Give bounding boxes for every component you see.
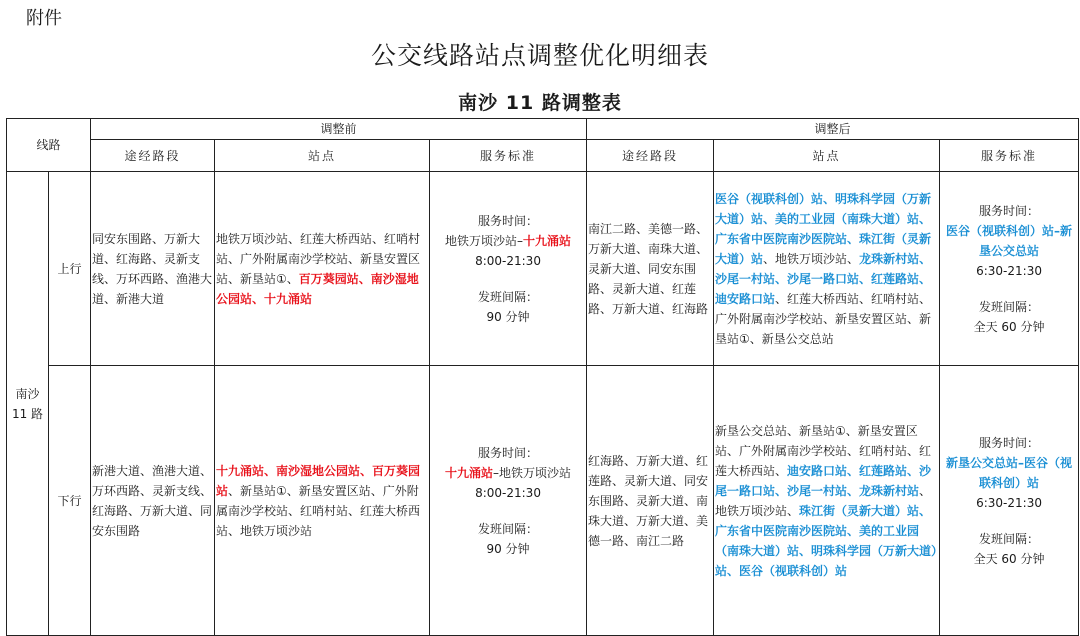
service-time-label: 服务时间： [979, 435, 1040, 450]
attachment-label: 附件 [26, 8, 62, 29]
after-service-down [940, 366, 1079, 636]
header-row-groups [7, 119, 1079, 140]
group-header-before: 调整前 [91, 119, 587, 140]
direction-down: 下行 [49, 366, 91, 636]
service-hours: 8:00-21:30 [475, 253, 541, 268]
before-roads-down: 新港大道、渔港大道、万环西路、灵新支线、红海路、万新大道、同安东围路 [91, 366, 215, 636]
interval-value: 全天 60 分钟 [973, 551, 1045, 566]
route-name-line2: 11 路 [11, 406, 44, 421]
before-roads-up: 同安东围路、万新大道、红海路、灵新支线、万环西路、渔港大道、新港大道 [91, 172, 215, 366]
stops-unchanged-text: 、地铁万顷沙站、 [763, 251, 860, 266]
before-stops-up [215, 172, 430, 366]
stops-unchanged-text: 地铁万顷沙站、红莲大桥西站、红哨村站、广外附属南沙学校站、新垦安置区站、新垦站①、 [216, 231, 421, 286]
table-row-down [7, 366, 1079, 636]
col-header-after-stops: 站点 [714, 140, 940, 172]
stops-changed-text: 百万葵园站、南沙湿地公园站、十九涌站 [216, 271, 419, 306]
route-name-cell [7, 172, 49, 636]
interval-value: 90 分钟 [486, 309, 530, 324]
route-name-line1: 南沙 [15, 386, 40, 401]
interval-label: 发班间隔： [478, 521, 539, 536]
interval-value: 90 分钟 [486, 541, 530, 556]
stops-new-text-2: 珠江街（灵新大道）站、广东省中医院南沙医院站、美的工业园（南珠大道）站、明珠科学园（万新大道）站、医谷（视联科创）站 [715, 503, 938, 578]
service-hours: 6:30-21:30 [976, 263, 1042, 278]
service-span: 医谷（视联科创）站–新垦公交总站 [946, 223, 1073, 258]
stops-unchanged-tail: 、红莲大桥西站、红哨村站、广外附属南沙学校站、新垦安置区站、新垦站①、新垦公交总站 [715, 291, 932, 346]
service-hours: 6:30-21:30 [976, 495, 1042, 510]
col-header-route: 线路 [7, 119, 91, 172]
before-service-down [430, 366, 587, 636]
col-header-after-roads: 途经路段 [587, 140, 714, 172]
interval-label: 发班间隔： [979, 299, 1040, 314]
interval-label: 发班间隔： [478, 289, 539, 304]
before-service-up [430, 172, 587, 366]
service-span: 十九涌站–地铁万顷沙站 [445, 465, 572, 480]
table-row-up [7, 172, 1079, 366]
col-header-before-service: 服务标准 [430, 140, 587, 172]
interval-value: 全天 60 分钟 [973, 319, 1045, 334]
after-stops-down [714, 366, 940, 636]
page-title: 公交线路站点调整优化明细表 [370, 41, 709, 70]
direction-up: 上行 [49, 172, 91, 366]
header-row-columns [7, 140, 1079, 172]
after-roads-up: 南江二路、美德一路、万新大道、南珠大道、灵新大道、同安东围路、灵新大道、红莲路、万新大道、红海路 [587, 172, 714, 366]
table-subtitle: 南沙 11 路调整表 [458, 92, 622, 114]
stops-unchanged-text: 新垦公交总站、新垦站①、新垦安置区站、广外附属南沙学校站、红哨村站、红莲大桥西站、 [715, 423, 932, 478]
adjustment-table [6, 118, 1079, 636]
stops-unchanged-mid: 、地铁万顷沙站、 [715, 483, 932, 518]
stops-new-text: 迪安路口站、红莲路站、沙尾一路口站、沙尾一村站、龙珠新村站 [715, 463, 932, 498]
stops-new-text-2: 龙珠新村站、沙尾一村站、沙尾一路口站、红莲路站、迪安路口站 [715, 251, 932, 306]
after-service-up [940, 172, 1079, 366]
service-span: 地铁万顷沙站–十九涌站 [445, 233, 572, 248]
col-header-after-service: 服务标准 [940, 140, 1079, 172]
stops-new-text: 医谷（视联科创）站、明珠科学园（万新大道）站、美的工业园（南珠大道）站、广东省中医院南沙医院站、珠江街（灵新大道）站 [715, 191, 932, 266]
service-time-label: 服务时间： [478, 445, 539, 460]
service-hours: 8:00-21:30 [475, 485, 541, 500]
interval-label: 发班间隔： [979, 531, 1040, 546]
stops-changed-text: 十九涌站、南沙湿地公园站、百万葵园站 [216, 463, 421, 498]
col-header-before-roads: 途经路段 [91, 140, 215, 172]
stops-unchanged-text: 、新垦站①、新垦安置区站、广外附属南沙学校站、红哨村站、红莲大桥西站、地铁万顷沙站 [216, 483, 421, 538]
group-header-after: 调整后 [587, 119, 1079, 140]
service-time-label: 服务时间： [478, 213, 539, 228]
service-span: 新垦公交总站–医谷（视联科创）站 [946, 455, 1073, 490]
after-roads-down: 红海路、万新大道、红莲路、灵新大道、同安东围路、灵新大道、南珠大道、万新大道、美德一路、南江二路 [587, 366, 714, 636]
col-header-before-stops: 站点 [215, 140, 430, 172]
before-stops-down [215, 366, 430, 636]
service-time-label: 服务时间： [979, 203, 1040, 218]
after-stops-up [714, 172, 940, 366]
